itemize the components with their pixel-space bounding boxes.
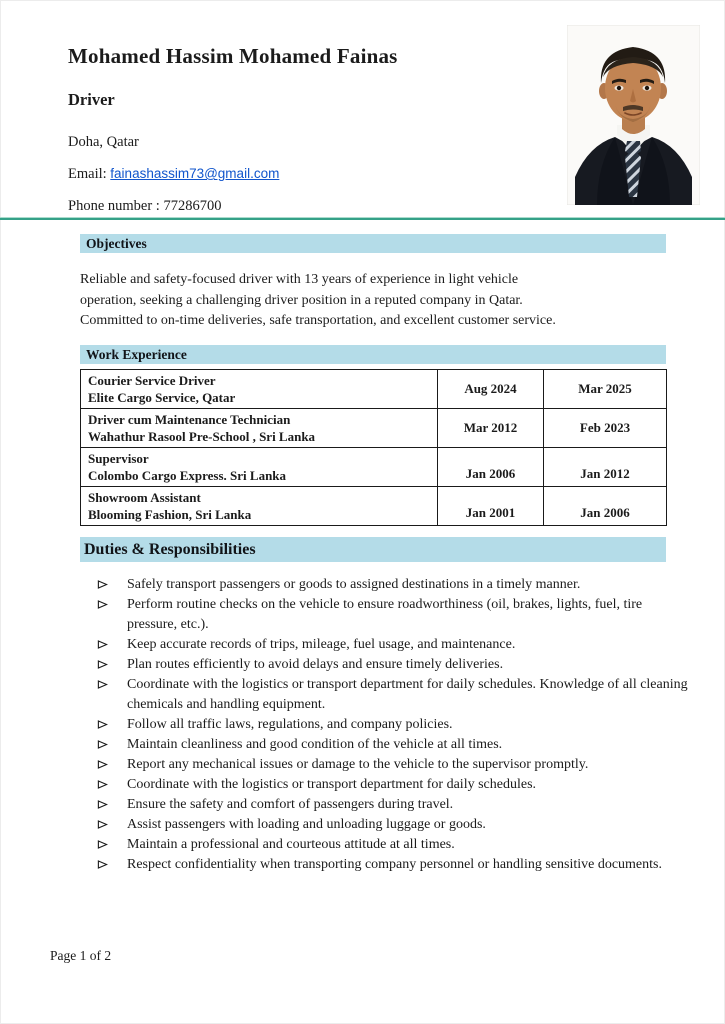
job-end-date: Jan 2006 <box>544 486 667 525</box>
duty-text: Coordinate with the logistics or transport department for daily schedules. Knowledge of all cleaning chemicals and handling equipment. <box>127 676 688 712</box>
objectives-line: Reliable and safety-focused driver with 13 years of experience in light vehicle <box>80 272 519 287</box>
phone-value: 77286700 <box>163 198 222 214</box>
email-row <box>68 166 279 183</box>
duty-item <box>80 855 692 875</box>
page-title: Mohamed Hassim Mohamed Fainas <box>68 44 398 68</box>
duty-item <box>80 675 692 715</box>
objectives-heading: Objectives <box>80 234 666 253</box>
job-role: Supervisor <box>88 450 149 466</box>
duty-item <box>80 815 692 835</box>
experience-role-cell <box>81 369 438 408</box>
work-experience-heading: Work Experience <box>80 345 666 364</box>
experience-role-cell <box>81 408 438 447</box>
duty-item <box>80 755 692 775</box>
job-company: Wahathur Rasool Pre-School , Sri Lanka <box>88 428 316 444</box>
arrow-bullet-icon <box>97 595 108 611</box>
job-end-date: Feb 2023 <box>544 408 667 447</box>
duty-text: Follow all traffic laws, regulations, and company policies. <box>127 716 453 732</box>
objectives-line: operation, seeking a challenging driver position in a reputed company in Qatar. <box>80 292 523 308</box>
duties-list <box>80 575 692 875</box>
objectives-line: Committed to on-time deliveries, safe transportation, and excellent customer service. <box>80 313 556 328</box>
job-start-date: Aug 2024 <box>438 369 544 408</box>
job-start-date: Mar 2012 <box>438 408 544 447</box>
duty-text: Plan routes efficiently to avoid delays and ensure timely deliveries. <box>127 656 504 672</box>
duty-text: Ensure the safety and comfort of passengers during travel. <box>127 796 454 812</box>
objectives-section <box>80 234 666 332</box>
email-link[interactable]: fainashassim73@gmail.com <box>110 166 280 181</box>
arrow-bullet-icon <box>97 755 108 771</box>
phone-label: Phone number : <box>68 198 160 214</box>
arrow-bullet-icon <box>97 855 108 871</box>
experience-row <box>81 486 667 525</box>
arrow-bullet-icon <box>97 715 108 731</box>
experience-table <box>80 369 667 526</box>
arrow-bullet-icon <box>97 675 108 691</box>
duty-item <box>80 655 692 675</box>
duty-text: Report any mechanical issues or damage to the vehicle to the supervisor promptly. <box>127 756 589 772</box>
work-experience-section <box>80 345 666 526</box>
duty-text: Assist passengers with loading and unloading luggage or goods. <box>127 816 486 832</box>
job-start-date: Jan 2006 <box>438 447 544 486</box>
job-title-heading: Driver <box>68 90 115 109</box>
duty-text: Keep accurate records of trips, mileage, fuel usage, and maintenance. <box>127 636 516 652</box>
experience-role-cell <box>81 447 438 486</box>
job-company: Colombo Cargo Express. Sri Lanka <box>88 467 287 483</box>
job-company: Blooming Fashion, Sri Lanka <box>88 506 252 522</box>
job-role: Courier Service Driver <box>88 372 216 388</box>
experience-row <box>81 447 667 486</box>
experience-row <box>81 369 667 408</box>
duty-item <box>80 795 692 815</box>
profile-photo <box>567 25 700 205</box>
duties-heading: Duties & Responsibilities <box>80 537 666 562</box>
arrow-bullet-icon <box>97 835 108 851</box>
job-company: Elite Cargo Service, Qatar <box>88 389 236 405</box>
arrow-bullet-icon <box>97 815 108 831</box>
objectives-text <box>80 270 666 332</box>
job-end-date: Jan 2012 <box>544 447 667 486</box>
arrow-bullet-icon <box>97 655 108 671</box>
duty-text: Perform routine checks on the vehicle to ensure roadworthiness (oil, brakes, lights, fuel, tire pressure, etc.). <box>127 596 643 632</box>
duty-item <box>80 595 692 635</box>
duty-item <box>80 635 692 655</box>
experience-role-cell <box>81 486 438 525</box>
job-role: Showroom Assistant <box>88 489 201 505</box>
duty-item <box>80 775 692 795</box>
header-divider <box>0 217 725 220</box>
duty-item <box>80 575 692 595</box>
duty-text: Coordinate with the logistics or transport department for daily schedules. <box>127 776 537 792</box>
location-text: Doha, Qatar <box>68 134 139 150</box>
duty-text: Respect confidentiality when transporting company personnel or handling sensitive documents. <box>127 856 662 872</box>
job-end-date: Mar 2025 <box>544 369 667 408</box>
arrow-bullet-icon <box>97 575 108 591</box>
job-start-date: Jan 2001 <box>438 486 544 525</box>
experience-row <box>81 408 667 447</box>
duty-text: Maintain cleanliness and good condition of the vehicle at all times. <box>127 736 503 752</box>
duty-text: Safely transport passengers or goods to assigned destinations in a timely manner. <box>127 576 581 592</box>
duty-item <box>80 835 692 855</box>
duty-text: Maintain a professional and courteous attitude at all times. <box>127 836 455 852</box>
arrow-bullet-icon <box>97 775 108 791</box>
phone-row <box>68 198 221 215</box>
email-label: Email: <box>68 166 107 182</box>
experience-table-body <box>81 369 667 525</box>
arrow-bullet-icon <box>97 795 108 811</box>
arrow-bullet-icon <box>97 635 108 651</box>
duty-item <box>80 735 692 755</box>
resume-body <box>80 234 688 875</box>
job-role: Driver cum Maintenance Technician <box>88 411 291 427</box>
page-indicator: Page 1 of 2 <box>50 948 112 963</box>
arrow-bullet-icon <box>97 735 108 751</box>
duties-section <box>80 537 688 875</box>
duty-item <box>80 715 692 735</box>
